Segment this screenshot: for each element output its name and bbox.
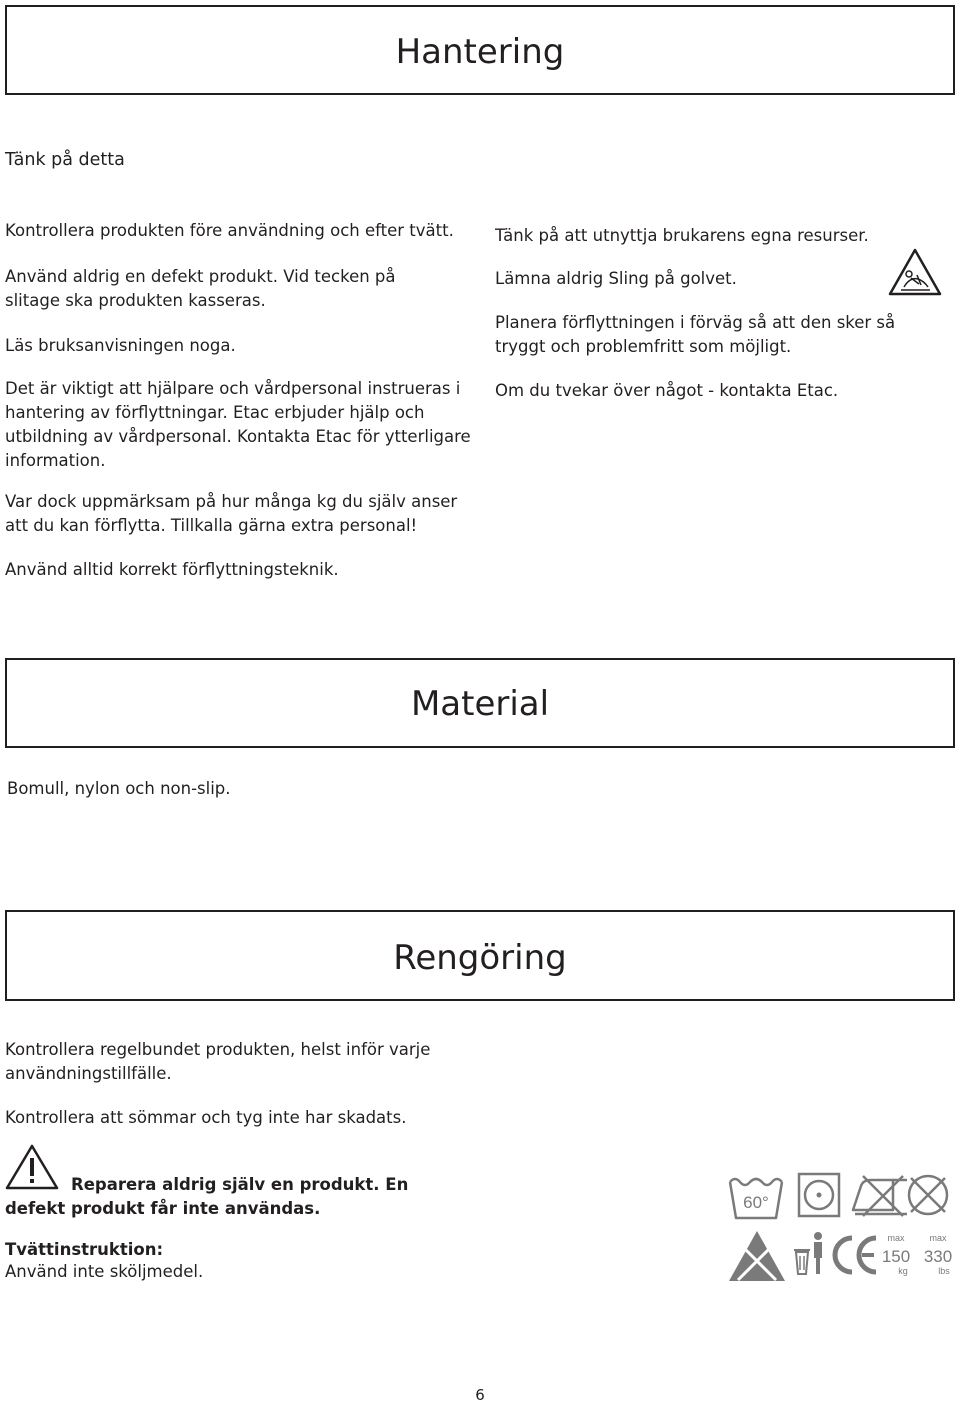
material-header-box xyxy=(5,658,955,748)
max-kg-value: 150 xyxy=(881,1247,911,1266)
lbs-unit: lbs xyxy=(938,1266,950,1276)
hantering-left-p2: Använd aldrig en defekt produkt. Vid tecken på slitage ska produkten kasseras. xyxy=(5,267,396,310)
wash-60-icon xyxy=(726,1172,786,1222)
hantering-left-p1: Kontrollera produkten före användning och efter tvätt. xyxy=(5,221,454,240)
wash-temp-label: 60° xyxy=(743,1193,769,1212)
no-floor-warning-icon xyxy=(887,247,943,297)
hantering-right-p4: Om du tvekar över något - kontakta Etac. xyxy=(495,381,839,400)
hantering-bottom-p1: Var dock uppmärksam på hur många kg du själv anser att du kan förflytta. Tillkalla gärna extra personal! xyxy=(5,492,458,535)
max-load-kg-icon xyxy=(881,1230,911,1280)
hantering-subheading: Tänk på detta xyxy=(5,150,125,170)
material-text: Bomull, nylon och non-slip. xyxy=(7,779,231,798)
hantering-right-p2: Lämna aldrig Sling på golvet. xyxy=(495,269,737,288)
hantering-left-p3: Läs bruksanvisningen noga. xyxy=(5,336,236,355)
material-title: Material xyxy=(410,684,550,724)
page-number: 6 xyxy=(475,1386,485,1404)
hantering-right-p3: Planera förflyttningen i förväg så att den sker så tryggt och problemfritt som möjligt. xyxy=(495,313,896,356)
wash-text: Använd inte sköljmedel. xyxy=(5,1262,204,1281)
hantering-left-p4: Det är viktigt att hjälpare och vårdpersonal instrueras i hantering av förflyttningar. Etac erbjuder hjälp och utbildning av vårdpersonal. Kontakta Etac för ytterligare information. xyxy=(5,379,471,470)
max-load-lbs-icon xyxy=(920,1230,956,1280)
hantering-bottom-p2: Använd alltid korrekt förflyttningsteknik. xyxy=(5,560,339,579)
ce-mark-icon xyxy=(830,1232,880,1278)
tumble-dry-icon xyxy=(797,1172,841,1218)
max-lbs-caption: max xyxy=(929,1233,947,1243)
rengoring-warning-text: Reparera aldrig själv en produkt. En defekt produkt får inte användas. xyxy=(5,1175,409,1218)
max-lbs-value: 330 xyxy=(923,1247,953,1266)
no-bleach-icon xyxy=(726,1228,788,1284)
wash-heading: Tvättinstruktion: xyxy=(5,1240,164,1259)
hantering-title: Hantering xyxy=(395,32,565,72)
rengoring-header-box xyxy=(5,910,955,1001)
rengoring-p1: Kontrollera regelbundet produkten, helst inför varje användningstillfälle. xyxy=(5,1040,431,1083)
rengoring-p2: Kontrollera att sömmar och tyg inte har skadats. xyxy=(5,1108,407,1127)
recycle-bin-icon xyxy=(790,1228,830,1280)
hantering-right-p1: Tänk på att utnyttja brukarens egna resurser. xyxy=(495,226,869,245)
no-iron-icon xyxy=(849,1172,911,1218)
no-dryclean-icon xyxy=(905,1172,951,1218)
max-kg-caption: max xyxy=(887,1233,905,1243)
rengoring-title: Rengöring xyxy=(393,938,567,978)
hantering-header-box xyxy=(5,5,955,95)
kg-unit: kg xyxy=(898,1266,908,1276)
